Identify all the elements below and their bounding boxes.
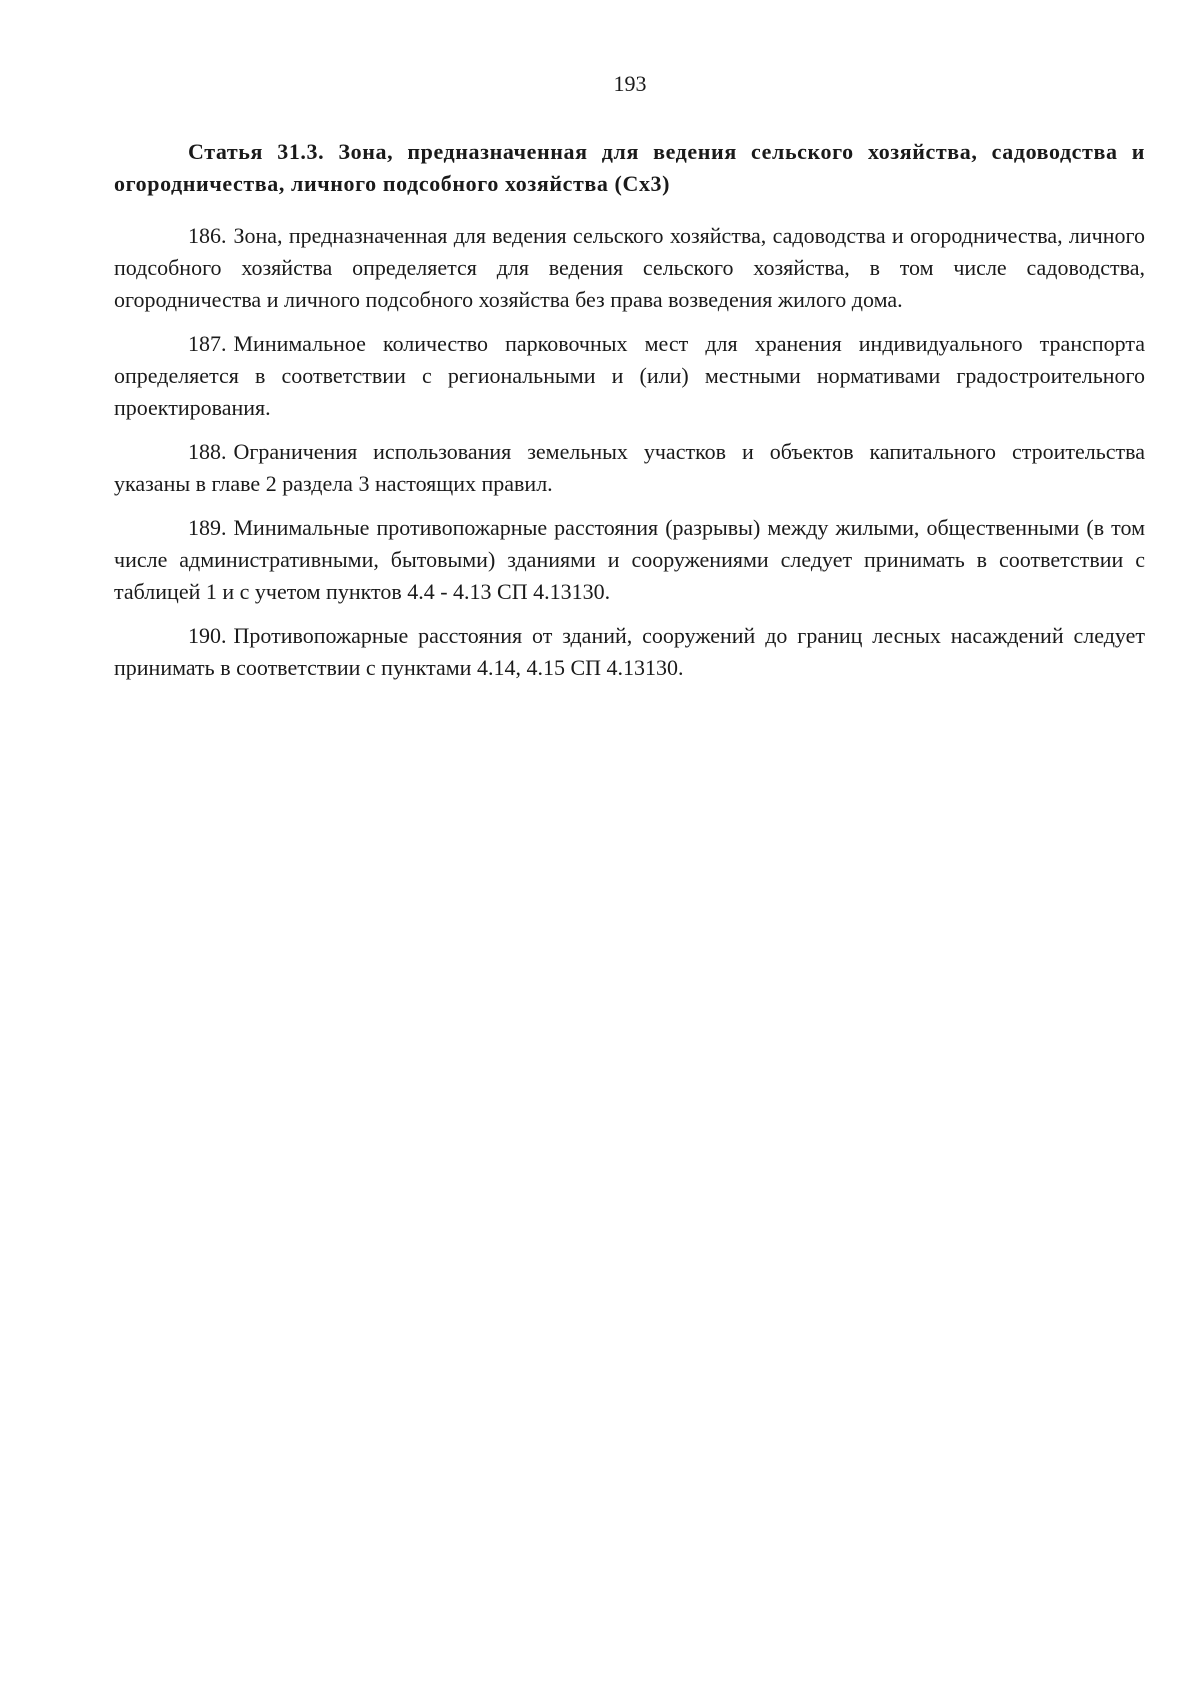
document-body bbox=[114, 136, 1145, 696]
paragraph-number: 186. bbox=[188, 223, 227, 248]
paragraph-text: Минимальное количество парковочных мест для хранения индивидуального транспорта определяется в соответствии с региональными и (или) местными нормативами градостроительного проектирования. bbox=[114, 331, 1145, 420]
article-heading: Статья 31.3. Зона, предназначенная для ведения сельского хозяйства, садоводства и огородничества, личного подсобного хозяйства (Сх3) bbox=[114, 139, 1145, 196]
paragraph-number: 189. bbox=[188, 515, 227, 540]
paragraph-186 bbox=[114, 220, 1145, 316]
page-number: 193 bbox=[613, 71, 647, 96]
paragraph-188 bbox=[114, 436, 1145, 500]
paragraph-number: 190. bbox=[188, 623, 227, 648]
paragraph-number: 187. bbox=[188, 331, 227, 356]
paragraph-189 bbox=[114, 512, 1145, 608]
paragraph-number: 188. bbox=[188, 439, 227, 464]
paragraph-text: Ограничения использования земельных участков и объектов капитального строительства указаны в главе 2 раздела 3 настоящих правил. bbox=[114, 439, 1145, 496]
paragraph-187 bbox=[114, 328, 1145, 424]
paragraph-text: Минимальные противопожарные расстояния (разрывы) между жилыми, общественными (в том числе административными, бытовыми) зданиями и сооружениями следует принимать в соответствии с таблицей 1 и с учетом пунктов 4.4 - 4.13 СП 4.13130. bbox=[114, 515, 1145, 604]
paragraph-text: Противопожарные расстояния от зданий, сооружений до границ лесных насаждений следует принимать в соответствии с пунктами 4.14, 4.15 СП 4.13130. bbox=[114, 623, 1145, 680]
paragraph-190 bbox=[114, 620, 1145, 684]
paragraph-text: Зона, предназначенная для ведения сельского хозяйства, садоводства и огородничества, личного подсобного хозяйства определяется для ведения сельского хозяйства, в том числе садоводства, огородничества и личного подсобного хозяйства без права возведения жилого дома. bbox=[114, 223, 1145, 312]
